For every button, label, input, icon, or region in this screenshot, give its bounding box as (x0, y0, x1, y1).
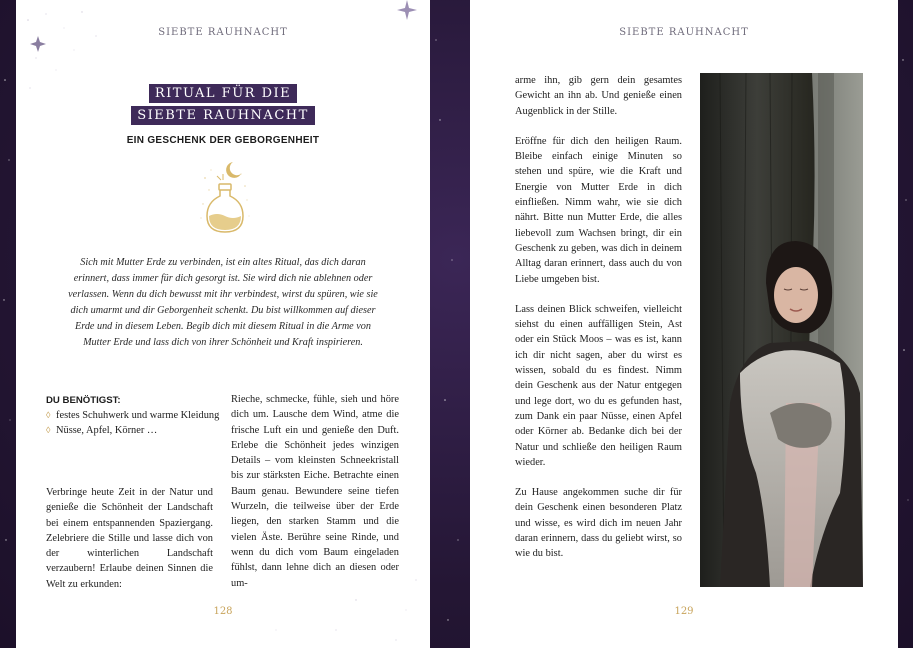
page-number: 129 (674, 606, 694, 617)
diamond-bullet-icon: ◊ (46, 410, 51, 420)
left-body-column-1 (46, 485, 213, 592)
diamond-bullet-icon: ◊ (46, 425, 51, 435)
body-paragraph: Zu Hause angekommen suche dir für dein Geschenk einen besonderen Platz und wisse, es wird dich im neuen Jahr daran erinnern, dass du geliebt wirst, so wie du bist. (515, 487, 682, 560)
needs-item: ◊ festes Schuhwerk und warme Kleidung (46, 410, 220, 421)
right-body-column (515, 73, 682, 577)
title-line-2: SIEBTE RAUHNACHT (131, 106, 315, 125)
left-body-column-2 (231, 392, 399, 591)
left-page (16, 0, 430, 648)
ritual-subtitle: EIN GESCHENK DER GEBORGENHEIT (126, 135, 320, 146)
body-paragraph: Verbringe heute Zeit in der Natur und genieße die Schönheit der Landschaft bei einem entspannenden Spaziergang. Zelebriere die Stille und lasse dich von der winterlichen Landschaft verzaubern! Erlaube deinen Sinnen die Welt zu erkunden: (46, 487, 213, 590)
needs-heading: DU BENÖTIGST: (46, 395, 121, 406)
ritual-intro: Sich mit Mutter Erde zu verbinden, ist ein altes Ritual, das dich daran erinnert, dass immer für dich gesorgt ist. Sie wird dich nie ablehnen oder verlassen. Wenn du dich bewusst mit ihr verbindest, wirst du spüren, wie sie dich umarmt und dir Geborgenheit schenkt. Du bist willkommen auf dieser Erde und in diesem Leben. Begib dich mit diesem Ritual in die Arme von Mutter Erde und lass dich von ihrer Schönheit und Kraft inspirieren. (68, 257, 378, 349)
woman-with-scarf-leaning-on-tree-photo (700, 73, 863, 587)
gutter-star-icon (392, 0, 422, 22)
title-line-1: RITUAL FÜR DIE (149, 84, 297, 103)
body-paragraph: Lass deinen Blick schweifen, vielleicht siehst du einen auffälligen Stein, Ast oder ein Stück Moos – was es ist, kann ich dir nicht sagen, aber du wirst es wissen, sobald du es findest. Nimm dein Geschenk aus der Natur entgegen und lege dort, wo du es gefunden hast, zum Dank ein paar Nüsse, einen Apfel oder Körner ab. Bedanke dich bei der Natur und schließe den heiligen Raum wieder. (515, 303, 682, 468)
needs-list (46, 395, 226, 438)
body-paragraph: Eröffne für dich den heiligen Raum. Bleibe einfach einige Minuten so stehen und spüre, wie die Kraft und Energie von Mutter Erde in dich einfließen. Nimm wahr, wie sie dich nährt. Bitte nun Mutter Erde, die alles liebevoll zum Wachsen bringt, dir ein Geschenk zu geben, was dich in deinem Alltag daran erinnert, dass auch du von Liebe umgeben bist. (515, 135, 682, 285)
body-paragraph: Rieche, schmecke, fühle, sieh und höre dich um. Lausche dem Wind, atme die frische Luft ein und genieße den Duft. Erlebe die Schönheit jedes winzigen Details – vom kleinsten Schneekristall bis zur stärksten Eiche. Betrachte einen Baum genau. Bewundere seine tiefen Wurzeln, die teilweise über der Erde liegen, den starken Stamm und die vielen Äste. Berühre seine Rinde, und wenn du dich vom Baum eingeladen fühlst, dann lehne dich an diesen oder um- (231, 394, 399, 589)
right-page (470, 0, 898, 648)
needs-item: ◊ Nüsse, Apfel, Körner … (46, 425, 158, 436)
running-head: SIEBTE RAUHNACHT (619, 27, 749, 38)
page-number: 128 (213, 606, 233, 617)
ritual-title (16, 82, 430, 126)
body-paragraph: arme ihn, gib gern dein gesamtes Gewicht an ihn ab. Und genieße einen Augenblick in der Stille. (515, 75, 682, 117)
running-head: SIEBTE RAUHNACHT (158, 27, 288, 38)
potion-bottle-with-moon-icon (197, 158, 253, 238)
